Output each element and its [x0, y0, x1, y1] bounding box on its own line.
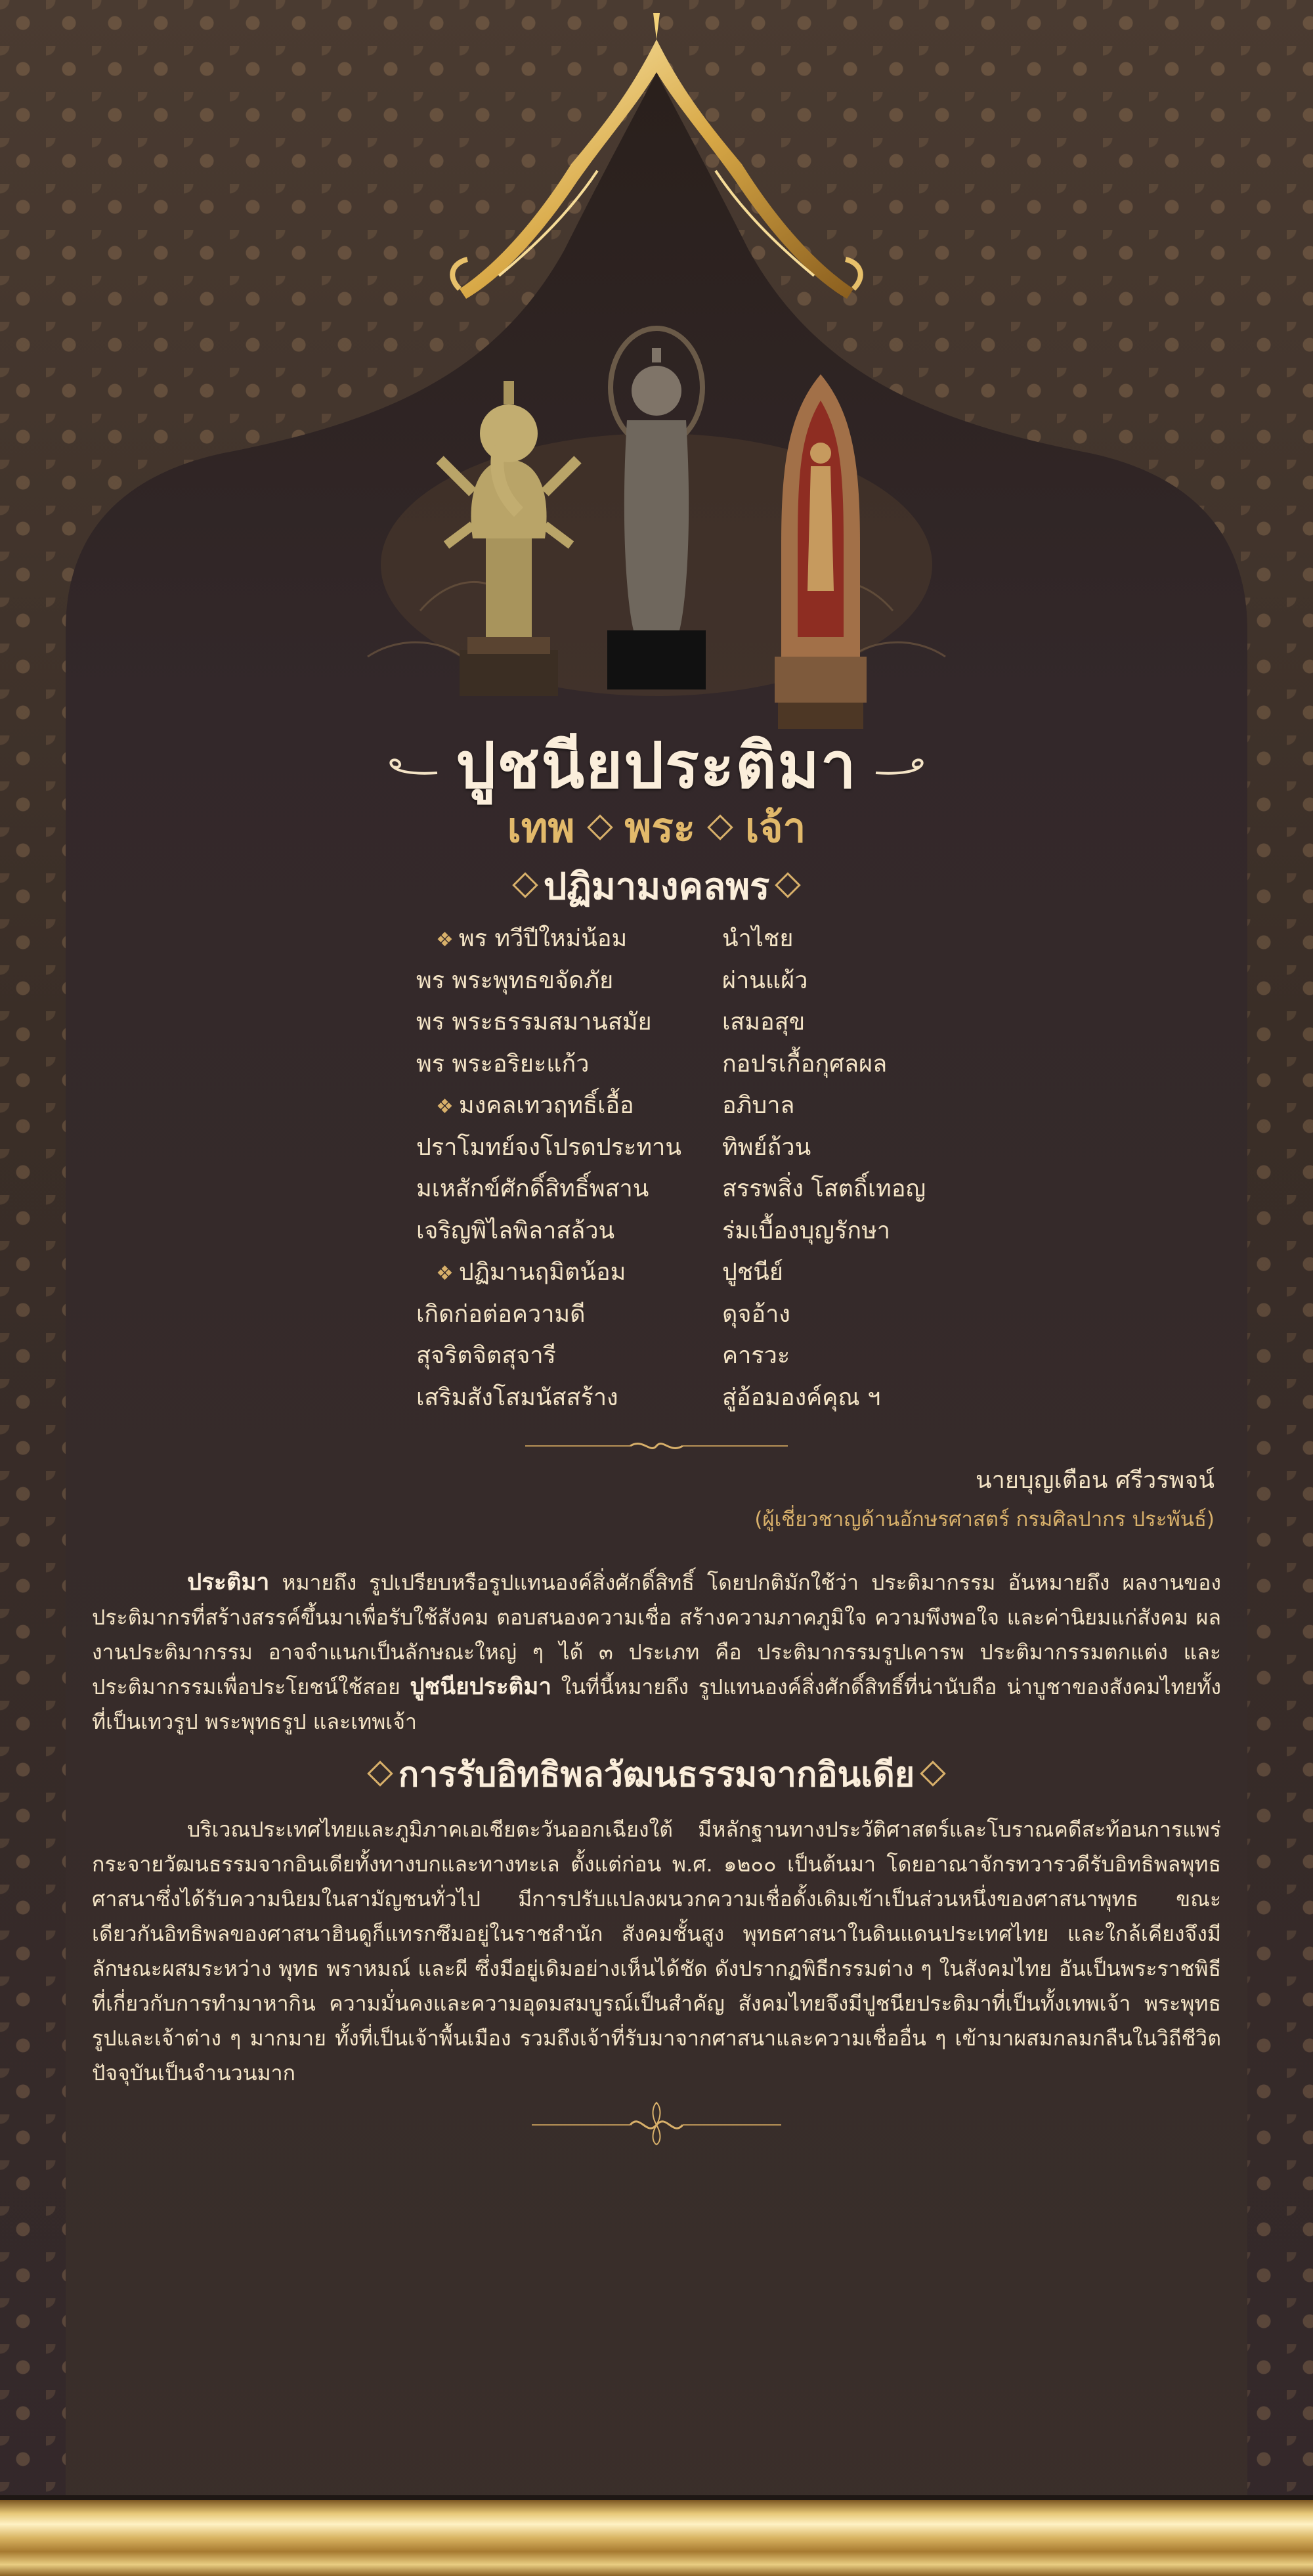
ornamental-divider: [525, 1438, 788, 1454]
poem-row: [416, 919, 1007, 961]
poem-row: [416, 1295, 1007, 1337]
poem-row: [416, 1212, 1007, 1254]
poem-line-left-text: เกิดก่อต่อความดี: [416, 1300, 586, 1328]
poem-line-left: [416, 1378, 618, 1416]
intro-text-2: ในที่นี้หมายถึง รูปแทนองค์สิ่งศักดิ์สิทธิ์ที่น่านับถือ น่าบูชาของสังคมไทยทั้งที่เป็นเทวรูป พระพุทธรูป และเทพเจ้า: [92, 1674, 1222, 1734]
bullet-diamond-icon: ❖: [436, 1262, 454, 1285]
poem-line-left-text: พร พระธรรมสมานสมัย: [416, 1009, 652, 1036]
poem-line-left-text: มงคลเทวฤทธิ์เอื้อ: [458, 1092, 634, 1119]
poem-line-right: ผ่านแผ้ว: [722, 967, 808, 994]
poem-heading-text: ปฏิมามงคลพร: [543, 865, 770, 908]
poem-line-left: [436, 1253, 626, 1290]
poem-line-left: [416, 1128, 681, 1166]
poem-line-right: ดุจอ้าง: [722, 1300, 790, 1328]
poem-row: [416, 1128, 1007, 1170]
diamond-icon: [775, 873, 801, 899]
poem-line-left-text: พร พระพุทธขจัดภัย: [416, 967, 614, 994]
poem-line-left: [416, 1212, 614, 1249]
poem-line-left-text: พร พระอริยะแก้ว: [416, 1050, 590, 1078]
poem-line-left: [416, 1169, 649, 1207]
poem-line-right: ปูชนีย์: [722, 1259, 783, 1286]
title-text: ปูชนียประติมา: [456, 728, 857, 802]
diamond-icon: [367, 1760, 393, 1787]
poem-line-right: อภิบาล: [722, 1092, 795, 1119]
poem-line-right: เสมอสุข: [722, 1009, 806, 1036]
poem-line-left: [416, 1295, 586, 1332]
poem-line-right: คารวะ: [722, 1342, 790, 1369]
section-heading-text: การรับอิทธิพลวัฒนธรรมจากอินเดีย: [398, 1755, 915, 1795]
ornamental-divider: [532, 2100, 781, 2146]
subtitle: [0, 796, 1313, 860]
subtitle-word-lord: เจ้า: [745, 804, 806, 852]
poem-row: [416, 1003, 1007, 1045]
poem-line-right: กอปรเกื้อกุศลผล: [722, 1050, 888, 1078]
diamond-icon: [587, 814, 613, 840]
poem-line-left-text: เสริมสังโสมนัสสร้าง: [416, 1384, 618, 1411]
poem-line-right: นำไชย: [722, 925, 794, 952]
term-puchaniya-pratima: ปูชนียประติมา: [410, 1674, 552, 1700]
poem-line-right: ทิพย์ถ้วน: [722, 1133, 811, 1161]
diamond-icon: [920, 1760, 946, 1787]
poem-line-left: [436, 919, 627, 957]
swirl-left-icon: [379, 754, 439, 787]
subtitle-word-buddha: พระ: [624, 804, 696, 852]
author-name: นายบุญเตือน ศรีวรพจน์: [976, 1467, 1215, 1494]
poem-row: [416, 1086, 1007, 1128]
poem-heading: [0, 857, 1313, 915]
poem-line-left-text: พร ทวีปีใหม่น้อม: [458, 925, 628, 952]
poem-line-right: ร่มเบื้องบุญรักษา: [722, 1217, 891, 1244]
gold-band-shadow: [0, 2495, 1313, 2500]
poem-row: [416, 1169, 1007, 1212]
poem-line-left-text: เจริญพิไลพิลาสล้วน: [416, 1217, 615, 1244]
poem-row: [416, 1045, 1007, 1087]
section-paragraph: บริเวณประเทศไทยและภูมิภาคเอเชียตะวันออกเฉียงใต้ มีหลักฐานทางประวัติศาสตร์และโบราณคดีสะท้อนการแพร่กระจายวัฒนธรรมจากอินเดียทั้งทางบกและทางทะเล ตั้งแต่ก่อน พ.ศ. ๑๒๐๐ เป็นต้นมา โดยอาณาจักรทวารวดีรับอิทธิพลพุทธศาสนาซึ่งได้รับความนิยมในสามัญชนทั่วไป มีการปรับแปลงผนวกความเชื่อดั้งเดิมเข้าเป็นส่วนหนึ่งของศาสนาพุทธ ขณะเดียวกันอิทธิพลของศาสนาฮินดูก็แทรกซึมอยู่ในราชสำนัก สังคมชั้นสูง พุทธศาสนาในดินแดนประเทศไทย และใกล้เคียงจึงมีลักษณะผสมระหว่าง พุทธ พราหมณ์ และผี ซึ่งมีอยู่เดิมอย่างเห็นได้ชัด ดังปรากฏพิธีกรรมต่าง ๆ ในสังคมไทย อันเป็นพระราชพิธีที่เกี่ยวกับการทำมาหากิน ความมั่นคงและความอุดมสมบูรณ์เป็นสำคัญ สังคมไทยจึงมีปูชนียประติมาที่เป็นทั้งเทพเจ้า พระพุทธรูปและเจ้าต่าง ๆ มากมาย ทั้งที่เป็นเจ้าพื้นเมือง รวมถึงเจ้าที่รับมาจากศาสนาและความเชื่ออื่น ๆ เข้ามาผสมกลมกลืนในวิถีชีวิตปัจจุบันเป็นจำนวนมาก: [92, 1817, 1222, 2085]
poem-line-left-text: มเหสักข์ศักดิ์สิทธิ์พสาน: [416, 1175, 649, 1202]
bullet-diamond-icon: ❖: [436, 1095, 454, 1118]
poem-row: [416, 1253, 1007, 1295]
poem-line-left: [416, 1336, 556, 1374]
poem-line-left: [436, 1086, 634, 1124]
swirl-right-icon: [874, 754, 934, 787]
poem: [416, 919, 1007, 1420]
poem-line-left: [416, 1003, 652, 1040]
subtitle-word-deity: เทพ: [507, 804, 575, 852]
poem-line-right: สู่อ้อมองค์คุณ ฯ: [722, 1384, 881, 1411]
poem-row: [416, 1378, 1007, 1420]
poem-line-right: สรรพสิ่ง โสตถิ์เทอญ: [722, 1175, 926, 1202]
poem-line-left-text: ปราโมทย์จงโปรดประทาน: [416, 1133, 681, 1161]
diamond-icon: [512, 873, 538, 899]
term-pratima: ประติมา: [187, 1569, 270, 1596]
poem-line-left-text: สุจริตจิตสุจารี: [416, 1342, 556, 1369]
poem-row: [416, 961, 1007, 1003]
poem-row: [416, 1336, 1007, 1378]
bullet-diamond-icon: ❖: [436, 928, 454, 951]
poem-line-left: [416, 961, 613, 999]
intro-paragraph: [92, 1565, 1221, 1739]
diamond-icon: [707, 814, 733, 840]
gold-band: [0, 2500, 1313, 2576]
poem-line-left-text: ปฏิมานฤมิตน้อม: [458, 1259, 626, 1286]
poem-line-left: [416, 1045, 590, 1082]
author-role: (ผู้เชี่ยวชาญด้านอักษรศาสตร์ กรมศิลปากร ประพันธ์): [754, 1508, 1215, 1531]
intro-text-1: หมายถึง รูปเปรียบหรือรูปแทนองค์สิ่งศักดิ์สิทธิ์ โดยปกติมักใช้ว่า ประติมากรรม อันหมายถึง ผลงานของประติมากรที่สร้างสรรค์ขึ้นมาเพื่อรับใช้สังคม ตอบสนองความเชื่อ สร้างความภาคภูมิใจ ความพึงพอใจ และค่านิยมแก่สังคม ผลงานประติมากรรม อาจจำแนกเป็นลักษณะใหญ่ ๆ ได้ ๓ ประเภท คือ ประติมากรรมรูปเคารพ ประติมากรรมตกแต่ง และประติมากรรมเพื่อประโยชน์ใช้สอย: [92, 1570, 1222, 1699]
section-heading: [0, 1747, 1313, 1801]
